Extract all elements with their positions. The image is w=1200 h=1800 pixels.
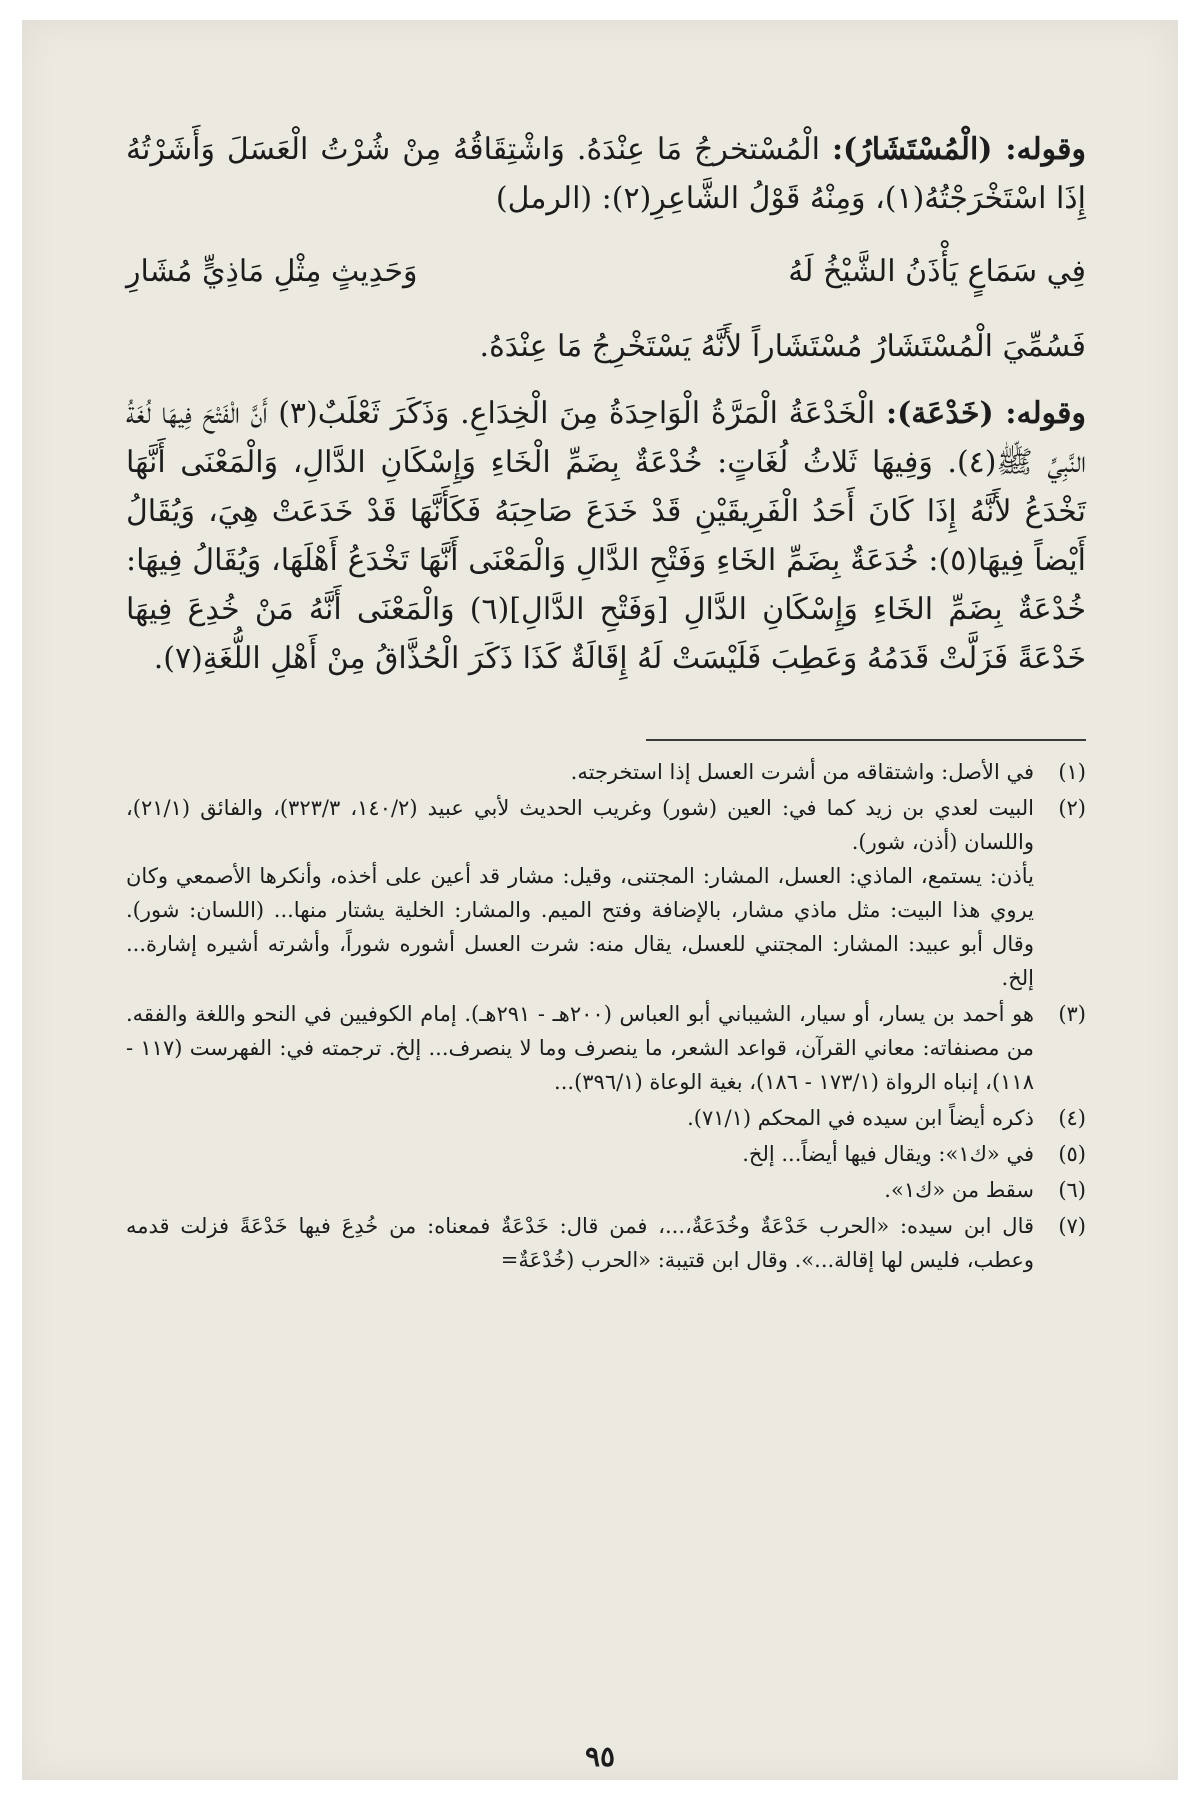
page-content — [126, 125, 1086, 1279]
footnote — [126, 791, 1086, 995]
footnotes — [126, 755, 1086, 1277]
footnote-number: (٧) — [1058, 1214, 1086, 1238]
footnote — [126, 755, 1086, 789]
footnote-number: (٤) — [1058, 1106, 1086, 1130]
footnote — [126, 1173, 1086, 1207]
footnote-number: (١) — [1058, 760, 1086, 784]
entry-heading: وقوله: (خَدْعَة): — [886, 396, 1086, 431]
footnote-divider — [646, 739, 1086, 741]
paragraph-mustashar — [126, 125, 1086, 223]
footnote-number: (٥) — [1058, 1142, 1086, 1166]
footnote — [126, 1209, 1086, 1277]
footnote — [126, 997, 1086, 1099]
verse-hemistich-first: فِي سَمَاعٍ يَأْذَنُ الشَّيْخُ لَهُ — [788, 254, 1086, 289]
footnote-text: قال ابن سيده: «الحرب خَدْعَةٌ وخُدَعَةٌ،...، فمن قال: خَدْعَةٌ فمعناه: من خُدِعَ فيها خَدْعَةً فزلت قدمه وعطب، فليس لها إقالة...». وقال ابن قتيبة: «الحرب (خُدْعَةٌ= — [126, 1214, 1035, 1272]
paragraph-khudah — [126, 389, 1086, 683]
page-number: ٩٥ — [584, 1740, 616, 1773]
footnote-number: (٦) — [1058, 1178, 1086, 1202]
footnote-number: (٣) — [1058, 1002, 1086, 1026]
entry-body: الْمُسْتخرجُ مَا عِنْدَهُ. وَاشْتِقَاقُهُ مِنْ شُرْتُ الْعَسَلَ وَأَشَرْتُهُ إِذَا اسْتَخْرَجْتُهُ(١)، وَمِنْهُ قَوْلُ الشَّاعِرِ(٢): (الرمل) — [126, 132, 1086, 216]
footnote-text: سقط من «ك١». — [884, 1178, 1034, 1202]
footnote-text: في الأصل: واشتقاقه من أشرت العسل إذا استخرجته. — [570, 760, 1034, 784]
paragraph-after-verse: فَسُمِّيَ الْمُسْتَشَارُ مُسْتَشَاراً لأَنَّهُ يَسْتَخْرِجُ مَا عِنْدَهُ. — [479, 329, 1086, 364]
footnote — [126, 1137, 1086, 1171]
footnote-text: يأذن: يستمع، الماذي: العسل، المشار: المجتنى، وقيل: مشار قد أعين على أخذه، وأنكرها الأصمعي وكان يروي هذا البيت: مثل ماذي مشار، بالإضافة وفتح الميم. والمشار: الخلية يشتار منها... (اللسان: شور). وقال أبو عبيد: المشار: المجتني للعسل، يقال منه: شرت العسل أشوره شوراً، وأشرته أشيره إشارة... إلخ. — [126, 864, 1034, 990]
footnote-text: ذكره أيضاً ابن سيده في المحكم (٧١/١). — [687, 1106, 1034, 1130]
entry-heading: وقوله: (الْمُسْتَشَارُ): — [831, 132, 1086, 167]
footnote-text: البيت لعدي بن زيد كما في: العين (شور) وغريب الحديث لأبي عبيد (١٤٠/٢، ٣٢٣/٣)، والفائق (٢١/١)، واللسان (أذن، شور). — [126, 796, 1034, 854]
entry-body: الْخَدْعَةُ الْمَرَّةُ الْوَاحِدَةُ مِنَ الْخِدَاعِ. وَذَكَرَ ثَعْلَبٌ(٣) أَنَّ الْفَتْحَ فِيهَا لُغَةُ النَّبِيِّ ﷺ(٤). وَفِيهَا ثَلاثُ لُغَاتٍ: خُدْعَةٌ بِضَمِّ الْخَاءِ وَإِسْكَانِ الدَّالِ، وَالْمَعْنَى أَنَّهَا تَخْدَعُ لأَنَّهُ إِذَا كَانَ أَحَدُ الْفَرِيقَيْنِ قَدْ خَدَعَ صَاحِبَهُ فَكَأَنَّهَا قَدْ خَدَعَتْ هِيَ، وَيُقَالُ أَيْضاً فِيهَا(٥): خُدَعَةٌ بِضَمِّ الخَاءِ وَفَتْحِ الدَّالِ وَالْمَعْنَى أَنَّهَا تَخْدَعُ أَهْلَهَا، وَيُقَالُ فِيهَا: خُدْعَةٌ بِضَمِّ الخَاءِ وَإِسْكَانِ الدَّالِ [وَفَتْحِ الدَّالِ](٦) وَالْمَعْنَى أَنَّهُ مَنْ خُدِعَ فِيهَا خَدْعَةً فَزَلَّتْ قَدَمُهُ وَعَطِبَ فَلَيْسَتْ لَهُ إِقَالَةٌ كَذَا ذَكَرَ الْحُذَّاقُ مِنْ أَهْلِ اللُّغَةِ(٧). — [126, 396, 1087, 676]
footnote — [126, 1101, 1086, 1135]
footnote-text: في «ك١»: ويقال فيها أيضاً... إلخ. — [742, 1142, 1034, 1166]
poetry-verse — [126, 247, 1086, 296]
verse-hemistich-second: وَحَدِيثٍ مِثْلِ مَاذِيٍّ مُشَارِ — [126, 254, 418, 289]
footnote-number: (٢) — [1058, 796, 1086, 820]
footnote-text: هو أحمد بن يسار، أو سيار، الشيباني أبو العباس (٢٠٠هـ - ٢٩١هـ). إمام الكوفيين في النحو واللغة والفقه. من مصنفاته: معاني القرآن، قواعد الشعر، ما ينصرف وما لا ينصرف... إلخ. ترجمته في: الفهرست (١١٧ - ١١٨)، إنباه الرواة (١٧٣/١ - ١٨٦)، بغية الوعاة (٣٩٦/١)... — [126, 1002, 1034, 1094]
main-text — [126, 125, 1086, 683]
